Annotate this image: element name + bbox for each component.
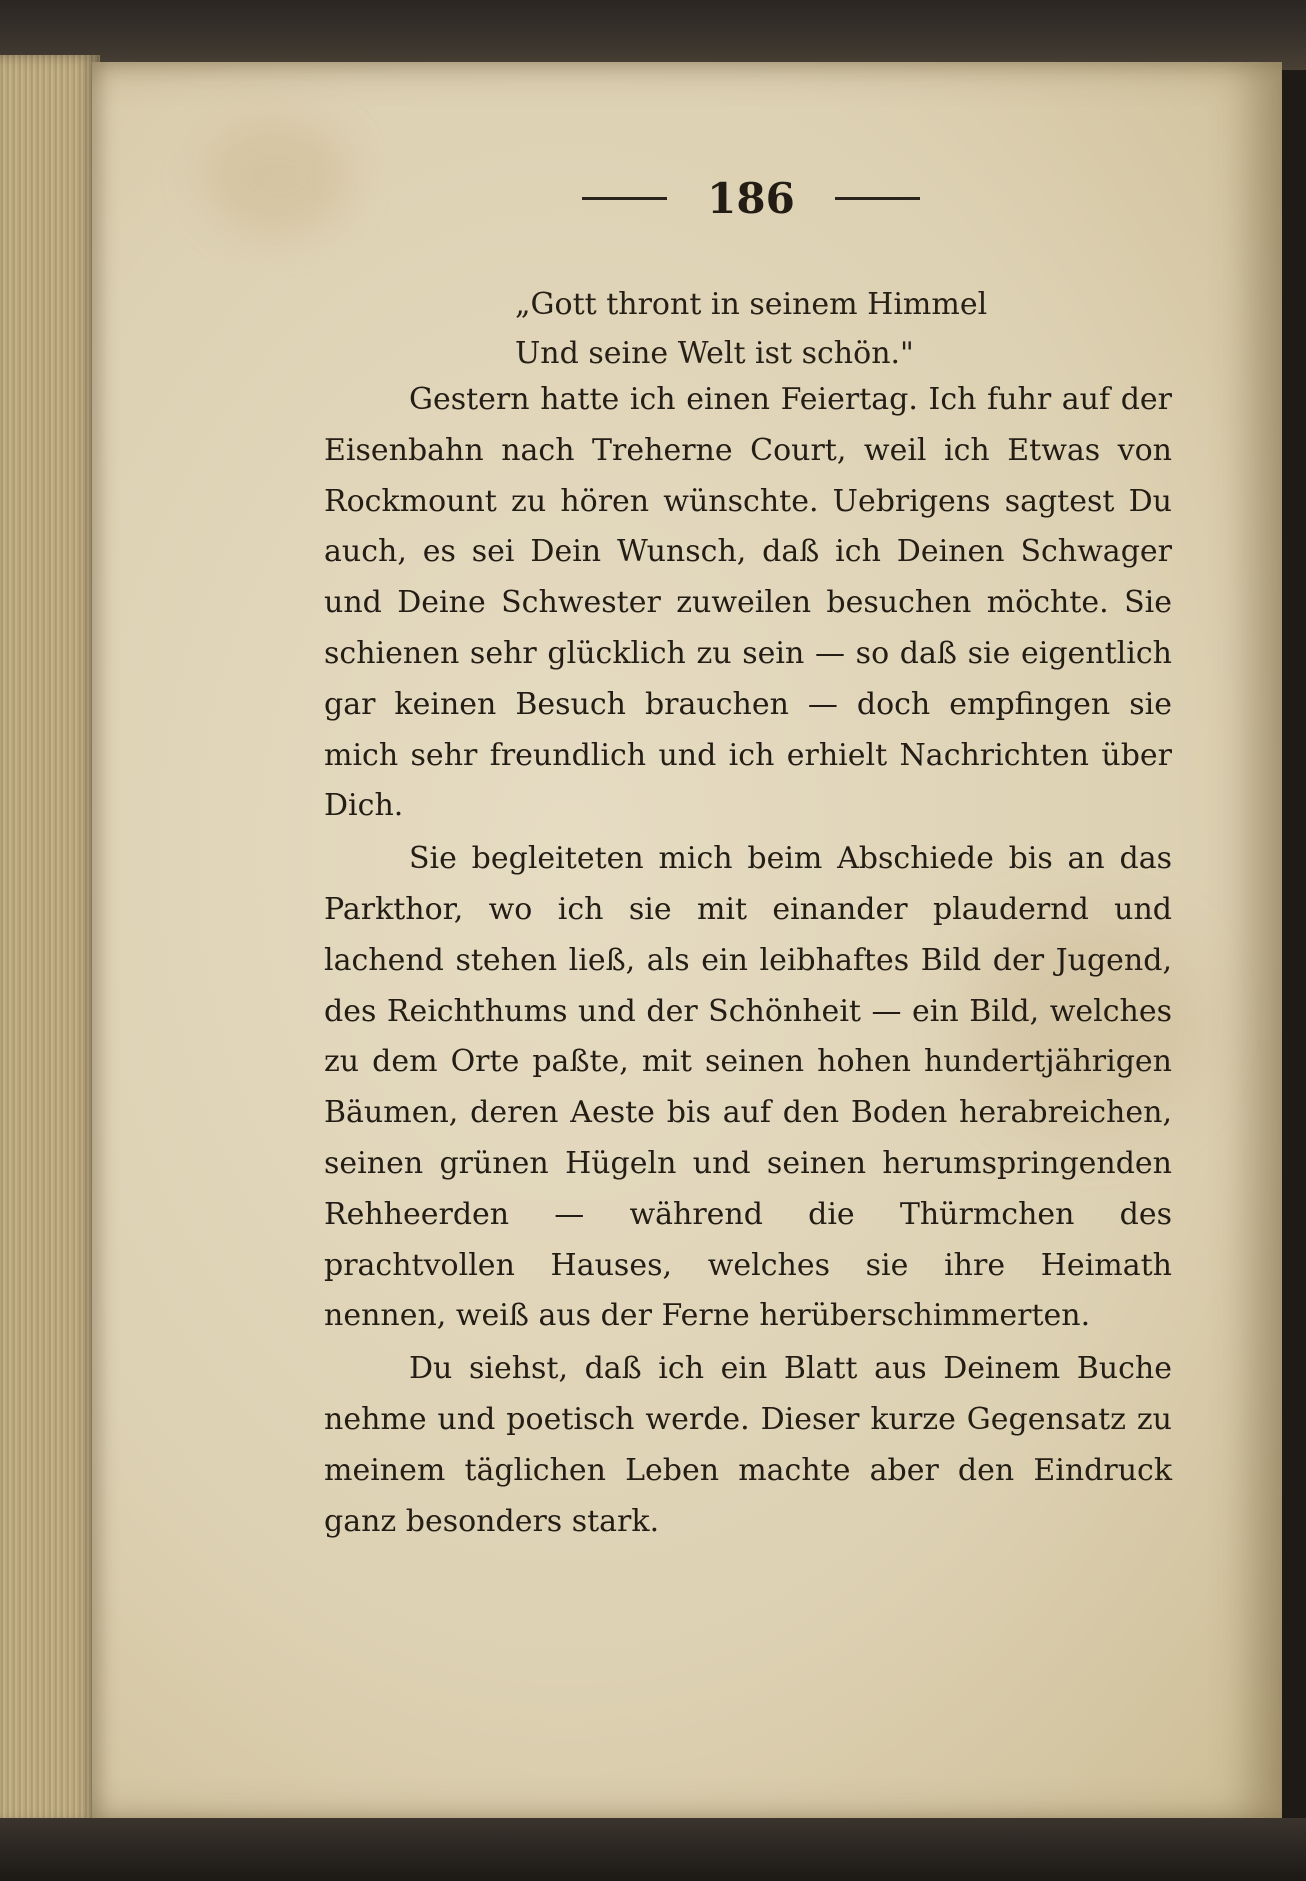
foxing-stain — [202, 117, 352, 237]
book-cover-top — [0, 0, 1306, 70]
header-rule-left — [582, 197, 667, 200]
paragraph: Du siehst, daß ich ein Blatt aus Deinem Buche nehme und poetisch werde. Dieser kurze Gegensatz zu meinem täglichen Leben machte aber den Eindruck ganz besonders stark. — [324, 1351, 1172, 1539]
verse-quote — [515, 280, 1035, 378]
book-cover-bottom — [0, 1818, 1306, 1881]
body-text — [324, 375, 1172, 1549]
paragraph: Gestern hatte ich einen Feiertag. Ich fuhr auf der Eisenbahn nach Treherne Court, weil ich Etwas von Rockmount zu hören wünschte. Uebrigens sagtest Du auch, es sei Dein Wunsch, daß ich Deinen Schwager und Deine Schwester zuweilen besuchen möchte. Sie schienen sehr glücklich zu sein — so daß sie eigentlich gar keinen Besuch brauchen — doch empfingen sie mich sehr freundlich und ich erhielt Nachrichten über Dich. — [324, 382, 1172, 824]
paragraph: Sie begleiteten mich beim Abschiede bis an das Parkthor, wo ich sie mit einander plaudernd und lachend stehen ließ, als ein leibhaftes Bild der Jugend, des Reichthums und der Schönheit — ein Bild, welches zu dem Orte paßte, mit seinen hohen hundertjährigen Bäumen, deren Aeste bis auf den Boden herabreichen, seinen grünen Hügeln und seinen herumspringenden Rehheerden — während die Thürmchen des prachtvollen Hauses, welches sie ihre Heimath nennen, weiß aus der Ferne herüberschimmerten. — [324, 841, 1172, 1334]
page-header — [576, 168, 926, 228]
verse-line: Und seine Welt ist schön." — [515, 336, 914, 371]
page-number: 186 — [707, 173, 795, 223]
header-rule-right — [835, 197, 920, 200]
verse-line: „Gott thront in seinem Himmel — [515, 287, 988, 322]
page-stack-edge — [0, 55, 100, 1825]
